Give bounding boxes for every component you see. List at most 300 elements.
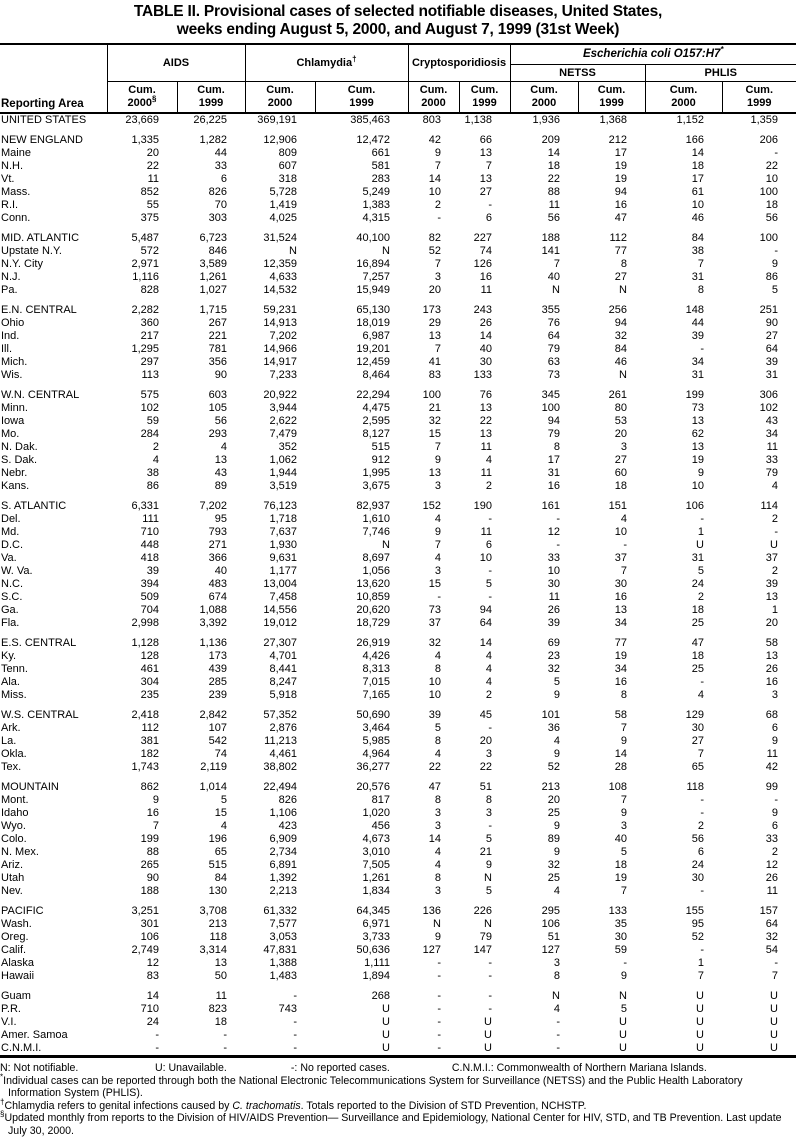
section-gap xyxy=(0,898,796,905)
cell: - xyxy=(488,1003,492,1015)
cell: 4 xyxy=(220,441,227,453)
cell: U xyxy=(382,1016,390,1028)
row-label: Guam xyxy=(1,990,31,1002)
table-row xyxy=(0,232,796,245)
cell: 1,056 xyxy=(362,565,390,577)
cell: 16 xyxy=(146,807,159,819)
cell: 13 xyxy=(765,650,778,662)
cell: 235 xyxy=(140,689,159,701)
cell: 1 xyxy=(697,957,704,969)
cell: 58 xyxy=(614,709,627,721)
cell: 25 xyxy=(691,617,704,629)
cell: 2 xyxy=(485,480,492,492)
table-row xyxy=(0,1003,796,1016)
cell: 7,577 xyxy=(269,918,297,930)
cell: U xyxy=(696,1042,704,1054)
cell: 515 xyxy=(371,441,390,453)
row-label: Oreg. xyxy=(1,931,29,943)
table-row xyxy=(0,160,796,173)
legend-not-notifiable: N: Not notifiable. xyxy=(0,1062,79,1074)
row-label: Ill. xyxy=(1,343,12,355)
cell: 251 xyxy=(759,304,778,316)
cell: 54 xyxy=(765,944,778,956)
table-row xyxy=(0,846,796,859)
cell: 24 xyxy=(146,1016,159,1028)
table-row xyxy=(0,820,796,833)
cell: 106 xyxy=(685,500,704,512)
cell: 7 xyxy=(620,794,627,806)
cell: 817 xyxy=(371,794,390,806)
cell: 25 xyxy=(547,807,560,819)
cell: - xyxy=(293,1029,297,1041)
cell: 6,987 xyxy=(362,330,390,342)
cell: 10 xyxy=(479,552,492,564)
cell: U xyxy=(696,1029,704,1041)
cell: 22 xyxy=(479,415,492,427)
footnote-star: *Individual cases can be reported through both the National Electronic Telecommunications System for Surveillance (NETSS) and the Public Health Laboratory Information System (PHLIS). xyxy=(0,1071,743,1099)
table-header xyxy=(0,44,796,113)
cell: 1,718 xyxy=(269,513,297,525)
table-row xyxy=(0,663,796,676)
cell: 2 xyxy=(771,846,778,858)
cell: 38,802 xyxy=(263,761,297,773)
row-label: Upstate N.Y. xyxy=(1,245,62,257)
cell: 133 xyxy=(473,369,492,381)
cell: 37 xyxy=(428,617,441,629)
table-row xyxy=(0,134,796,147)
cell: 19 xyxy=(614,872,627,884)
cell: 31 xyxy=(691,369,704,381)
cell: 31 xyxy=(547,467,560,479)
row-label: P.R. xyxy=(1,1003,21,1015)
netss-subgroup-header: NETSS xyxy=(510,64,645,81)
cell: 11 xyxy=(480,526,492,538)
cell: 1 xyxy=(771,604,778,616)
cell: 51 xyxy=(479,781,492,793)
cell: 4 xyxy=(553,1003,560,1015)
cell: 22 xyxy=(146,160,159,172)
cell: 1,944 xyxy=(269,467,297,479)
cell: 213 xyxy=(541,781,560,793)
cell: 206 xyxy=(759,134,778,146)
row-label: La. xyxy=(1,735,17,747)
footnote-section: §Updated monthly from reports to the Division of HIV/AIDS Prevention— Surveillance and Epidemiology, National Center for HIV, STD, and TB Prevention. Last update July 30, 2000. xyxy=(0,1109,782,1137)
cell: 55 xyxy=(146,199,159,211)
cell: 36 xyxy=(547,722,560,734)
cell: 30 xyxy=(614,578,627,590)
cell: 11 xyxy=(766,885,778,897)
cell: 8 xyxy=(553,970,560,982)
cell: 19 xyxy=(614,160,627,172)
section-gap xyxy=(0,225,796,232)
cell: 4 xyxy=(697,689,704,701)
cell: 95 xyxy=(214,513,227,525)
cell: 575 xyxy=(140,389,159,401)
cell: 803 xyxy=(422,114,441,126)
aids-group-header: AIDS xyxy=(107,44,245,81)
table-row xyxy=(0,389,796,402)
cell: 9 xyxy=(553,689,560,701)
cell: 303 xyxy=(208,212,227,224)
cell: 6 xyxy=(771,722,778,734)
cell: 7 xyxy=(434,160,441,172)
cell: 8 xyxy=(434,663,441,675)
cell: 456 xyxy=(371,820,390,832)
cell: 188 xyxy=(541,232,560,244)
cell: 5,249 xyxy=(362,186,390,198)
cell: U xyxy=(484,1029,492,1041)
cell: 47 xyxy=(691,637,704,649)
cell: 27 xyxy=(765,330,778,342)
cell: 2,595 xyxy=(362,415,390,427)
cell: 7,458 xyxy=(269,591,297,603)
cell: 43 xyxy=(214,467,227,479)
row-label: Conn. xyxy=(1,212,31,224)
cell: U xyxy=(696,1003,704,1015)
table-row xyxy=(0,578,796,591)
cell: 17 xyxy=(691,173,704,185)
cell: 18,019 xyxy=(356,317,390,329)
cell: 16 xyxy=(765,676,778,688)
row-label: N.C. xyxy=(1,578,23,590)
cell: 9 xyxy=(553,748,560,760)
row-label: D.C. xyxy=(1,539,23,551)
cell: 3,733 xyxy=(362,931,390,943)
cell: 90 xyxy=(214,369,227,381)
cell: 14,917 xyxy=(263,356,297,368)
cell: 77 xyxy=(614,637,627,649)
cell: 95 xyxy=(691,918,704,930)
cell: 3,944 xyxy=(269,402,297,414)
cell: 1,014 xyxy=(199,781,227,793)
cell: 99 xyxy=(765,781,778,793)
table-row xyxy=(0,872,796,885)
cell: U xyxy=(696,539,704,551)
cell: 65,130 xyxy=(356,304,390,316)
cell: U xyxy=(770,539,778,551)
cell: 59 xyxy=(146,415,159,427)
cell: 11 xyxy=(147,173,159,185)
cell: 50,690 xyxy=(356,709,390,721)
cell: 46 xyxy=(691,212,704,224)
cell: 423 xyxy=(278,820,297,832)
cell: 112 xyxy=(141,722,159,734)
table-row xyxy=(0,369,796,382)
row-label: Ga. xyxy=(1,604,19,616)
cell: 64 xyxy=(479,617,492,629)
cell: 188 xyxy=(140,885,159,897)
cell: 148 xyxy=(685,304,704,316)
cell: 51 xyxy=(547,931,560,943)
cell: 21 xyxy=(428,402,441,414)
cell: 47 xyxy=(428,781,441,793)
cell: 11 xyxy=(215,990,227,1002)
cell: 63 xyxy=(547,356,560,368)
cell: 152 xyxy=(422,500,441,512)
table-row xyxy=(0,304,796,317)
cell: 448 xyxy=(140,539,159,551)
cell: 32 xyxy=(614,330,627,342)
cell: - xyxy=(556,1042,560,1054)
cell: - xyxy=(437,591,441,603)
cell: - xyxy=(488,820,492,832)
cell: 11,213 xyxy=(264,735,297,747)
row-label: PACIFIC xyxy=(1,905,44,917)
cell: 100 xyxy=(541,402,560,414)
cell: 607 xyxy=(278,160,297,172)
cell: 94 xyxy=(614,186,627,198)
cell: 5 xyxy=(620,1003,627,1015)
cell: 826 xyxy=(208,186,227,198)
cell: 18 xyxy=(691,160,704,172)
cell: 7,479 xyxy=(269,428,297,440)
cell: 369,191 xyxy=(257,114,297,126)
notifiable-diseases-table xyxy=(0,43,796,1058)
cell: 26 xyxy=(765,872,778,884)
cell: 267 xyxy=(208,317,227,329)
cell: 283 xyxy=(371,173,390,185)
table-row xyxy=(0,637,796,650)
cell: 13 xyxy=(479,428,492,440)
cell: 94 xyxy=(547,415,560,427)
cell: 10 xyxy=(614,526,627,538)
cell: 15 xyxy=(428,578,441,590)
cell: 39 xyxy=(765,578,778,590)
cell: 34 xyxy=(614,617,627,629)
cell: 4 xyxy=(434,859,441,871)
cell: 7 xyxy=(697,748,704,760)
cell: 32 xyxy=(765,931,778,943)
cell: 209 xyxy=(541,134,560,146)
cell: U xyxy=(619,1042,627,1054)
cell: 84 xyxy=(614,343,627,355)
cell: - xyxy=(223,1029,227,1041)
cell: 8,247 xyxy=(269,676,297,688)
cell: 11 xyxy=(548,199,560,211)
cell: 1,483 xyxy=(269,970,297,982)
col-header-aids-cum-1999: Cum. 1999 xyxy=(177,81,245,113)
row-label: Md. xyxy=(1,526,20,538)
cell: 73 xyxy=(691,402,704,414)
cell: 126 xyxy=(473,258,492,270)
cell: 62 xyxy=(691,428,704,440)
cell: 1,743 xyxy=(131,761,159,773)
footnote-legend xyxy=(0,1062,796,1075)
cell: - xyxy=(437,1042,441,1054)
cell: 128 xyxy=(140,650,159,662)
cell: 22 xyxy=(547,173,560,185)
cell: 37 xyxy=(765,552,778,564)
cell: 102 xyxy=(140,402,159,414)
cell: 10 xyxy=(691,199,704,211)
cell: 14 xyxy=(428,833,441,845)
row-label: UNITED STATES xyxy=(1,114,87,126)
cell: 7,637 xyxy=(269,526,297,538)
cell: - xyxy=(774,245,778,257)
cell: 9 xyxy=(485,859,492,871)
row-label: N. Mex. xyxy=(1,846,39,858)
cell: - xyxy=(700,885,704,897)
cell: 136 xyxy=(422,905,441,917)
cell: 743 xyxy=(278,1003,297,1015)
cell: 19,201 xyxy=(356,343,390,355)
table-row xyxy=(0,761,796,774)
cell: 14 xyxy=(146,990,159,1002)
cell: 3,519 xyxy=(269,480,297,492)
cell: 151 xyxy=(608,500,627,512)
cell: 31 xyxy=(691,552,704,564)
cell: 8 xyxy=(620,258,627,270)
cell: 227 xyxy=(473,232,492,244)
table-row xyxy=(0,317,796,330)
cell: 86 xyxy=(146,480,159,492)
cell: 13 xyxy=(479,402,492,414)
cell: 9 xyxy=(553,846,560,858)
cell: 19 xyxy=(691,454,704,466)
cell: - xyxy=(700,513,704,525)
cell: N xyxy=(382,245,390,257)
cell: 6,971 xyxy=(362,918,390,930)
table-row xyxy=(0,441,796,454)
table-row xyxy=(0,676,796,689)
cell: 5,728 xyxy=(269,186,297,198)
cell: 36,277 xyxy=(356,761,390,773)
cell: 31 xyxy=(765,369,778,381)
cell: - xyxy=(155,1042,159,1054)
cell: 17 xyxy=(614,147,627,159)
cell: 8 xyxy=(553,441,560,453)
cell: 661 xyxy=(371,147,390,159)
cell: 12 xyxy=(547,526,560,538)
cell: 7 xyxy=(434,539,441,551)
cell: U xyxy=(484,1016,492,1028)
cell: - xyxy=(556,1029,560,1041)
cell: 352 xyxy=(278,441,297,453)
cell: 7 xyxy=(697,258,704,270)
table-row xyxy=(0,957,796,970)
section-gap xyxy=(0,127,796,134)
cell: 2 xyxy=(152,441,159,453)
row-label: Ky. xyxy=(1,650,17,662)
cell: 1,392 xyxy=(269,872,297,884)
cell: 94 xyxy=(614,317,627,329)
cell: 173 xyxy=(208,650,227,662)
section-gap xyxy=(0,630,796,637)
cell: 9 xyxy=(697,467,704,479)
cell: 52 xyxy=(691,931,704,943)
cell: - xyxy=(700,676,704,688)
cell: 40 xyxy=(214,565,227,577)
cell: 509 xyxy=(140,591,159,603)
row-label: NEW ENGLAND xyxy=(1,134,83,146)
table-row xyxy=(0,748,796,761)
cell: 1,368 xyxy=(599,114,627,126)
cell: 10,859 xyxy=(356,591,390,603)
cell: 3,314 xyxy=(199,944,227,956)
table-row xyxy=(0,591,796,604)
cell: 7,257 xyxy=(362,271,390,283)
cell: 852 xyxy=(140,186,159,198)
cell: 8,127 xyxy=(362,428,390,440)
cell: 704 xyxy=(140,604,159,616)
cell: 118 xyxy=(686,781,704,793)
cell: 9 xyxy=(771,735,778,747)
table-row xyxy=(0,500,796,513)
cell: 27 xyxy=(614,271,627,283)
cell: 1,128 xyxy=(131,637,159,649)
row-label: Amer. Samoa xyxy=(1,1029,68,1041)
cell: 3 xyxy=(485,748,492,760)
col-header-crypto-cum-1999: Cum. 1999 xyxy=(459,81,510,113)
table-row xyxy=(0,859,796,872)
cell: 4,426 xyxy=(362,650,390,662)
cell: 58 xyxy=(765,637,778,649)
table-row xyxy=(0,415,796,428)
row-label: V.I. xyxy=(1,1016,17,1028)
cell: 912 xyxy=(371,454,390,466)
cell: 27 xyxy=(691,735,704,747)
cell: 7,233 xyxy=(269,369,297,381)
table-row xyxy=(0,245,796,258)
cell: 18 xyxy=(614,480,627,492)
cell: 30 xyxy=(691,872,704,884)
cell: 1,894 xyxy=(362,970,390,982)
cell: 80 xyxy=(614,402,627,414)
cell: 82,937 xyxy=(356,500,390,512)
cell: 461 xyxy=(140,663,159,675)
cell: 147 xyxy=(473,944,492,956)
cell: 127 xyxy=(541,944,560,956)
row-label: Mass. xyxy=(1,186,31,198)
cell: 1,282 xyxy=(199,134,227,146)
cell: 10 xyxy=(691,480,704,492)
cell: 61 xyxy=(691,186,704,198)
cell: - xyxy=(488,199,492,211)
row-label: Okla. xyxy=(1,748,27,760)
cell: 22 xyxy=(765,160,778,172)
cell: 23 xyxy=(547,650,560,662)
cell: 5 xyxy=(620,846,627,858)
cell: 6 xyxy=(485,212,492,224)
cell: 268 xyxy=(371,990,390,1002)
cell: 57,352 xyxy=(263,709,297,721)
cell: - xyxy=(488,722,492,734)
cell: 24 xyxy=(691,578,704,590)
table-row xyxy=(0,480,796,493)
table-row xyxy=(0,428,796,441)
cell: 74 xyxy=(479,245,492,257)
col-header-chlamydia-cum-1999: Cum. 1999 xyxy=(315,81,408,113)
cell: 2 xyxy=(434,199,441,211)
cell: 13 xyxy=(428,467,441,479)
cell: 44 xyxy=(691,317,704,329)
footnotes xyxy=(0,1062,796,1137)
cell: 26,225 xyxy=(193,114,227,126)
cell: 4 xyxy=(434,748,441,760)
cell: 4,701 xyxy=(269,650,297,662)
cell: 4 xyxy=(434,513,441,525)
cell: 38 xyxy=(691,245,704,257)
row-label: Wis. xyxy=(1,369,23,381)
cell: 10 xyxy=(428,186,441,198)
cell: 1,106 xyxy=(269,807,297,819)
cell: 13 xyxy=(214,454,227,466)
cell: 25 xyxy=(691,663,704,675)
row-label: Wash. xyxy=(1,918,32,930)
cell: 68 xyxy=(765,709,778,721)
cell: 16 xyxy=(614,591,627,603)
table-row xyxy=(0,454,796,467)
